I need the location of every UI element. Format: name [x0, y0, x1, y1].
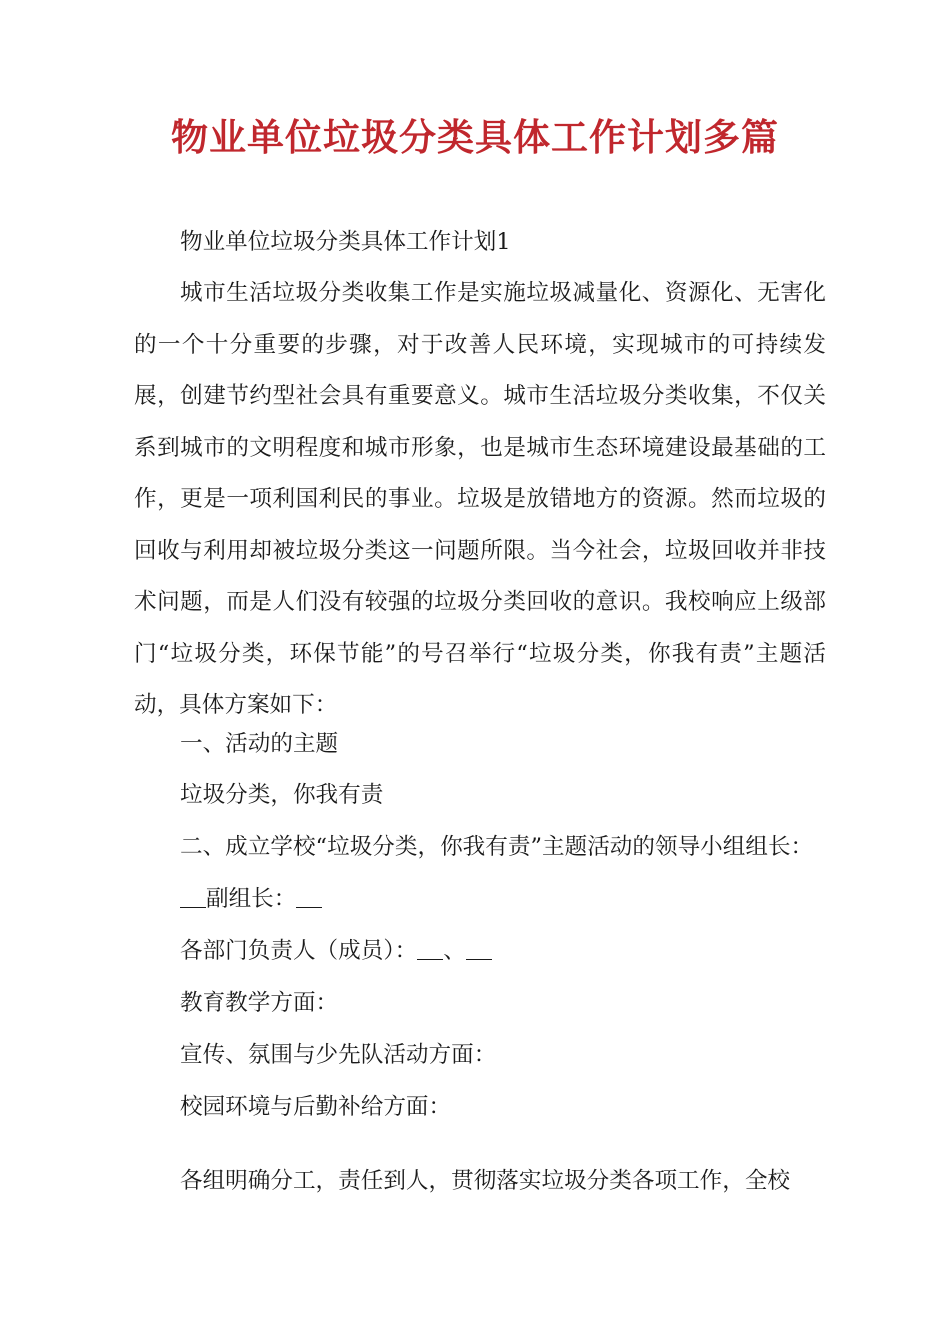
closing-text: 各组明确分工，责任到人，贯彻落实垃圾分类各项工作，全校 — [180, 1168, 791, 1194]
campus-label: 校园环境与后勤补给方面： — [180, 1094, 452, 1120]
section2-heading: 二、成立学校“垃圾分类，你我有责”主题活动的领导小组组长： — [180, 834, 814, 860]
members-line — [134, 926, 826, 978]
document-title: 物业单位垃圾分类具体工作计划多篇 — [171, 116, 779, 159]
members-separator: 、 — [443, 938, 466, 964]
deputy-blank — [296, 887, 322, 908]
members-label: 各部门负责人（成员）： — [180, 938, 418, 964]
section1-heading: 一、活动的主题 — [180, 731, 339, 757]
deputy-line — [134, 874, 826, 926]
leader-blank — [180, 887, 206, 908]
intro-paragraph: 城市生活垃圾分类收集工作是实施垃圾减量化、资源化、无害化的一个十分重要的步骤，对于改善人民环境，实现城市的可持续发展，创建节约型社会具有重要意义。城市生活垃圾分类收集，不仅关系到城市的文明程度和城市形象，也是城市生态环境建设最基础的工作，更是一项利国利民的事业。垃圾是放错地方的资源。然而垃圾的回收与利用却被垃圾分类这一问题所限。当今社会，垃圾回收并非技术问题，而是人们没有较强的垃圾分类回收的意识。我校响应上级部门“垃圾分类，环保节能”的号召举行“垃圾分类，你我有责”主题活动，具体方案如下： — [134, 280, 826, 718]
member-blank-2 — [466, 939, 492, 960]
education-label: 教育教学方面： — [180, 990, 339, 1016]
subheading: 物业单位垃圾分类具体工作计划1 — [180, 229, 511, 255]
section1-text: 垃圾分类，你我有责 — [180, 782, 384, 808]
deputy-label: 副组长： — [206, 886, 297, 912]
publicity-label: 宣传、氛围与少先队活动方面： — [180, 1042, 497, 1068]
member-blank-1 — [417, 939, 443, 960]
